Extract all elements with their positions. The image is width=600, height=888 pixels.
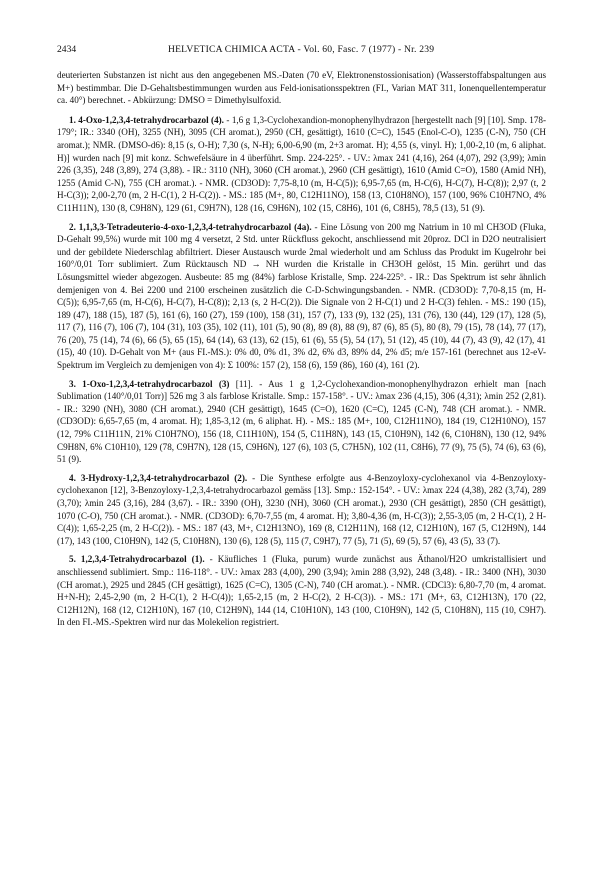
paragraph-compound-1 [57, 553, 546, 629]
paragraph-compound-2 [57, 472, 546, 548]
paragraph-text: [11]. - Aus 1 g 1,2-Cyclohexandion-monophenylhydrazon erhielt man [nach Sublimation (140°/0,01 Torr)] 526 mg 3 als farblose Kristalle. Smp.: 157-158°. - UV.: λmax 236 (4,15), 306 (4,31); λmin 252 (2,81). - IR.: 3290 (NH), 3080 (CH aromat.), 2940 (CH gesättigt), 1645 (C=O), 1620 (C=C), 1245 (C-N), 748 (CH aromat.). - NMR. (CD3OD): 6,65-7,65 (m, 4 aromat. H); 1,85-3,12 (m, 6 aliphat. H). - MS.: 185 (M+, 100, C12H11NO), 184 (19, C12H10NO), 157 (12, 79% C11H11N, 21% C10H7NO), 156 (18, C11H10N), 154 (5, C11H8N), 143 (15, C10H9N), 142 (6, C10H8N), 130 (12, 94% C9H8N, 6% C10H10), 129 (78, C9H7N), 128 (15, C9H6N), 127 (6), 103 (5, C7H5N), 102 (11, C8H6), 77 (9), 75 (5), 74 (6), 63 (6), 51 (9). [57, 378, 546, 465]
paragraph-text: - Käufliches 1 (Fluka, purum) wurde zunächst aus Äthanol/H2O umkristallisiert und anschliessend sublimiert. Smp.: 116-118°. - UV.: λmax 283 (4,00), 290 (3,94); λmin 288 (3,92), 248 (3,48). - IR.: 3400 (NH), 3030 (CH aromat.), 2925 und 2845 (CH gesättigt), 1625 (C=C), 1305 (C-N), 740 (CH aromat.). - NMR. (CDCl3): 6,80-7,70 (m, 4 aromat. H+N-H); 2,45-2,90 (m, 2 H-C(1), 2 H-C(4)); 1,65-2,15 (m, 2 H-C(2), 2 H-C(3)). - MS.: 171 (M+, 63, C12H13N), 170 (22, C12H12N), 168 (12, C12H10N), 167 (10, C12H9N), 144 (14, C10H10N), 143 (100, C10H9N), 142 (5, C10H8N), 115 (10, C9H7). In den FI.-MS.-Spektren wird nur das Molekelion registriert. [57, 554, 546, 628]
experimental-section [57, 69, 546, 629]
paragraph-compound-3 [57, 378, 546, 466]
paragraph-intro [57, 69, 546, 107]
compound-title: 5. 1,2,3,4-Tetrahydrocarbazol (1). [69, 554, 205, 565]
paragraph-text: - Eine Lösung von 200 mg Natrium in 10 ml CH3OD (Fluka, D-Gehalt 99,5%) wurde mit 100 mg 4 versetzt, 2 Std. unter Rückfluss gekocht, anschliessend mit 20proz. DCl in D2O neutralisiert und der gebildete Niederschlag abfiltriert. Dieser Austausch wurde 2mal wiederholt und am Schluss das Produkt im Kugelrohr bei 160°/0,01 Torr sublimiert. Zum Rücktausch ND → NH wurden die Kristalle in CH3OH gelöst, 15 Min. gerührt und das Lösungsmittel wieder abgezogen. Ausbeute: 85 mg (84%) farblose Kristalle, Smp. 224-225°. - IR.: Das Spektrum ist sehr ähnlich demjenigen von 4. Bei 2200 und 2100 erscheinen zusätzlich die C-D-Schwingungsbanden. - NMR. (CD3OD): 7,70-8,15 (m, H-C(5)); 6,95-7,65 (m, H-C(6), H-C(7), H-C(8)); 2,13 (s, 2 H-C(2)). Die Signale von 2 H-C(1) und 2 H-C(3) fehlen. - MS.: 190 (15), 189 (47), 188 (15), 187 (5), 161 (6), 160 (27), 159 (100), 158 (31), 157 (7), 133 (9), 132 (25), 131 (76), 130 (44), 129 (17), 128 (5), 117 (7), 116 (7), 106 (7), 104 (31), 103 (35), 102 (11), 101 (5), 90 (8), 89 (8), 88 (9), 87 (6), 85 (5), 80 (8), 79 (15), 78 (14), 77 (17), 76 (20), 75 (14), 74 (6), 66 (5), 65 (15), 64 (14), 63 (13), 62 (15), 61 (6), 55 (5), 54 (17), 51 (12), 45 (10), 44 (7), 43 (9), 42 (17), 41 (15), 40 (10). D-Gehalt von M+ (aus FI.-MS.): 0% d0, 0% d1, 3% d2, 6% d3, 89% d4, 2% d5; m/e 157-161 (berechnet aus 12-eV-Spektrum im Vergleich zu demjenigen von 4): Σ 100%: 157 (2), 158 (6), 159 (86), 160 (4), 161 (2). [57, 221, 546, 371]
paragraph-compound-4a [57, 221, 546, 372]
journal-title: HELVETICA CHIMICA ACTA - Vol. 60, Fasc. 7 (1977) - Nr. 239 [167, 44, 435, 55]
compound-title: 2. 1,1,3,3-Tetradeuterio-4-oxo-1,2,3,4-tetrahydrocarbazol (4a). [69, 221, 312, 232]
paragraph-compound-4 [57, 114, 546, 215]
paragraph-text: deuterierten Substanzen ist nicht aus den angegebenen MS.-Daten (70 eV, Elektronenstossionisation) (Wasserstoffabspaltungen aus M+) bestimmbar. Die D-Gehaltsbestimmungen wurden aus Feld-ionisationsspektren (FI., Varian MAT 311, Ionenquellentemperatur ca. 40°) berechnet. - Abkürzung: DMSO = Dimethylsulfoxid. [57, 70, 546, 106]
compound-title: 4. 3-Hydroxy-1,2,3,4-tetrahydrocarbazol (2). [69, 472, 248, 483]
paragraph-text: - 1,6 g 1,3-Cyclohexandion-monophenylhydrazon [hergestellt nach [9] [10]. Smp. 178-179°; IR.: 3340 (OH), 3255 (NH), 3095 (CH aromat.), 2950 (CH, gesättigt), 1610 (C=C), 1545 (Enol-C-O), 1235 (C-N), 750 (CH aromat.); NMR. (DMSO-d6): 8,15 (s, O-H); 7,30 (s, N-H); 6,00-6,90 (m, 2+3 aromat. H); 4,55 (s, vinyl. H); 1,00-2,10 (m, 6 aliphat. H)] wurden nach [9] mit konz. Schwefelsäure in 4 überführt. Smp. 224-225°. - UV.: λmax 241 (4,16), 264 (4,07), 292 (3,99); λmin 226 (3,35), 248 (3,89), 274 (3,88). - IR.: 3110 (NH), 3060 (CH aromat.), 2960 (CH gesättigt), 1610 (Amid C=O), 1580 (Amid NH), 1255 (Amid C-N), 755 (CH aromat.). - NMR. (CD3OD): 7,75-8,10 (m, H-C(5)); 6,95-7,65 (m, H-C(6), H-C(7), H-C(8)); 2,97 (t, 2 H-C(3)); 2,00-2,70 (m, 2 H-C(1), 2 H-C(2)). - MS.: 185 (M+, 80, C12H11NO), 158 (13, C10H8NO), 157 (100, 96% C10H7NO, 4% C11H11N), 130 (8, C9H8N), 129 (61, C9H7N), 128 (16, C9H6N), 102 (15, C8H6), 101 (6, C8H5), 78,5 (13), 51 (9). [57, 114, 546, 213]
running-head [57, 44, 546, 56]
compound-title: 3. 1-Oxo-1,2,3,4-tetrahydrocarbazol (3) [69, 378, 230, 389]
page-number: 2434 [57, 44, 77, 55]
compound-title: 1. 4-Oxo-1,2,3,4-tetrahydrocarbazol (4). [69, 114, 224, 125]
paragraph-text: - Die Synthese erfolgte aus 4-Benzoyloxy-cyclohexanol via 4-Benzoyloxy-cyclohexanon [12], 3-Benzoyloxy-1,2,3,4-tetrahydrocarbazol gemäss [13]. Smp.: 152-154°. - UV.: λmax 224 (4,38), 282 (3,74), 289 (3,70); λmin 245 (3,16), 284 (3,67). - IR.: 3390 (OH), 3230 (NH), 3060 (CH aromat.), 2930 (CH gesättigt), 2850 (CH gesättigt), 1070 (C-O), 750 (CH aromat.). - NMR. (CD3OD): 6,70-7,55 (m, 4 aromat. H); 3,80-4,36 (m, H-C(3)); 2,55-3,05 (m, 2 H-C(1), 2 H-C(4)); 1,65-2,25 (m, 2 H-C(2)). - MS.: 187 (43, M+, C12H13NO), 169 (8, C12H11N), 168 (12, C12H10N), 167 (5, C12H9N), 144 (17), 143 (100, C10H9N), 142 (5, C10H8N), 130 (6), 128 (5), 115 (7, C9H7), 77 (5), 71 (5), 69 (5), 57 (6), 43 (5), 33 (7). [57, 472, 547, 546]
